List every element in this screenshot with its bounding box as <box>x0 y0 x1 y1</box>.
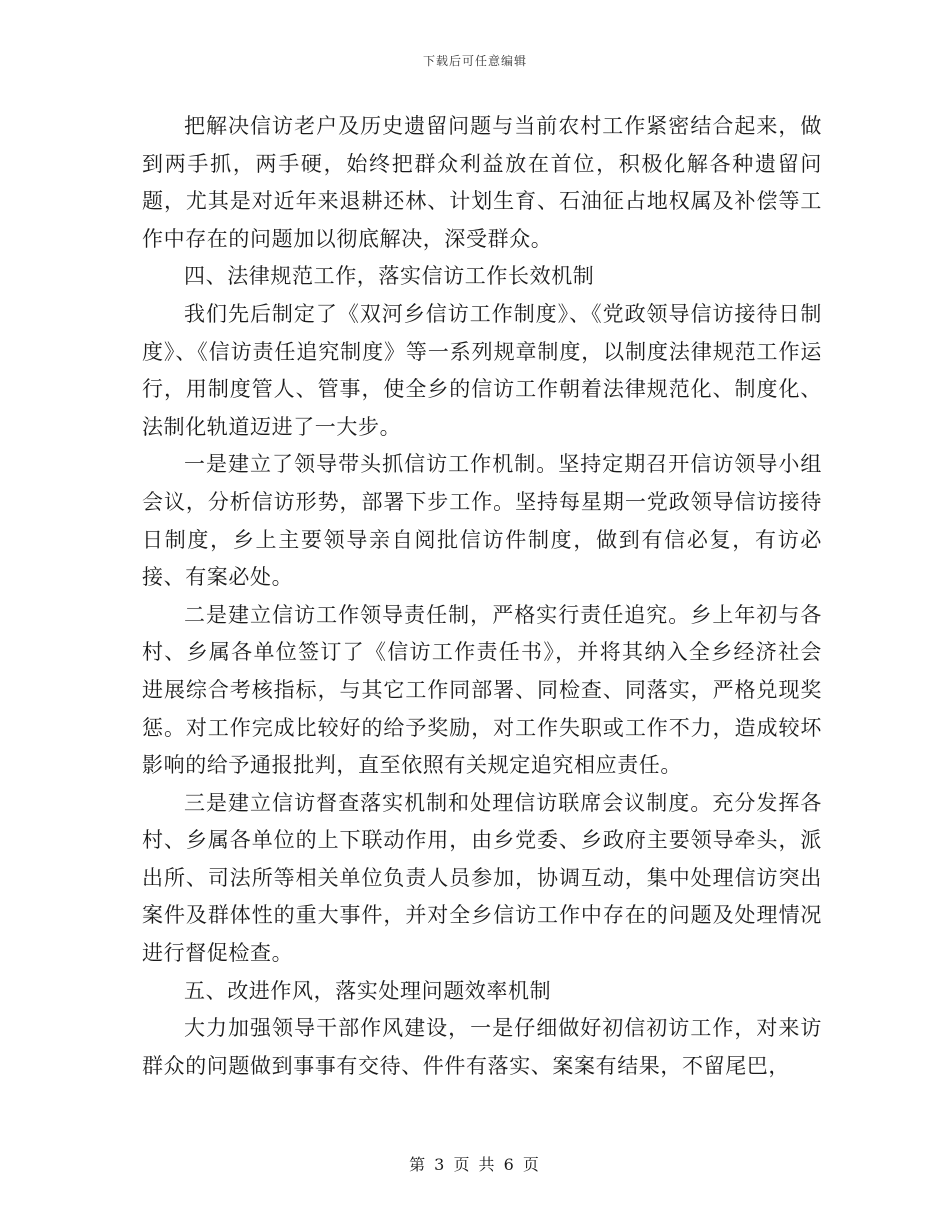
page-header: 下载后可任意编辑 <box>422 54 527 68</box>
paragraph-2: 我们先后制定了《双河乡信访工作制度》、《党政领导信访接待日制度》、《信访责任追究制度》等一系列规章制度，以制度法律规范工作运行，用制度管人、管事，使全乡的信访工作朝着法律规范化、制度化、法制化轨道迈进了一大步。 <box>142 301 822 439</box>
page-footer: 第 3 页 共 6 页 <box>409 1155 541 1174</box>
paragraph-5: 三是建立信访督查落实机制和处理信访联席会议制度。充分发挥各村、乡属各单位的上下联动作用，由乡党委、乡政府主要领导牵头，派出所、司法所等相关单位负责人员参加，协调互动，集中处理信访突出案件及群体性的重大事件，并对全乡信访工作中存在的问题及处理情况进行督促检查。 <box>142 790 822 966</box>
paragraph-4: 二是建立信访工作领导责任制，严格实行责任追究。乡上年初与各村、乡属各单位签订了《信访工作责任书》，并将其纳入全乡经济社会进展综合考核指标，与其它工作同部署、同检查、同落实，严格兑现奖惩。对工作完成比较好的给予奖励，对工作失职或工作不力，造成较坏影响的给予通报批判，直至依照有关规定追究相应责任。 <box>142 602 822 778</box>
section-heading-4: 四、法律规范工作，落实信访工作长效机制 <box>184 264 595 289</box>
paragraph-6: 大力加强领导干部作风建设，一是仔细做好初信初访工作，对来访群众的问题做到事事有交待、件件有落实、案案有结果，不留尾巴， <box>142 1016 822 1078</box>
document-body <box>142 108 822 1085</box>
paragraph-1: 把解决信访老户及历史遗留问题与当前农村工作紧密结合起来，做到两手抓，两手硬，始终把群众利益放在首位，积极化解各种遗留问题，尤其是对近年来退耕还林、计划生育、石油征占地权属及补偿等工作中存在的问题加以彻底解决，深受群众。 <box>142 114 822 251</box>
paragraph-3: 一是建立了领导带头抓信访工作机制。坚持定期召开信访领导小组会议，分析信访形势，部署下步工作。坚持每星期一党政领导信访接待日制度，乡上主要领导亲自阅批信访件制度，做到有信必复，有访必接、有案必处。 <box>142 452 822 590</box>
section-heading-5: 五、改进作风，落实处理问题效率机制 <box>184 978 552 1003</box>
